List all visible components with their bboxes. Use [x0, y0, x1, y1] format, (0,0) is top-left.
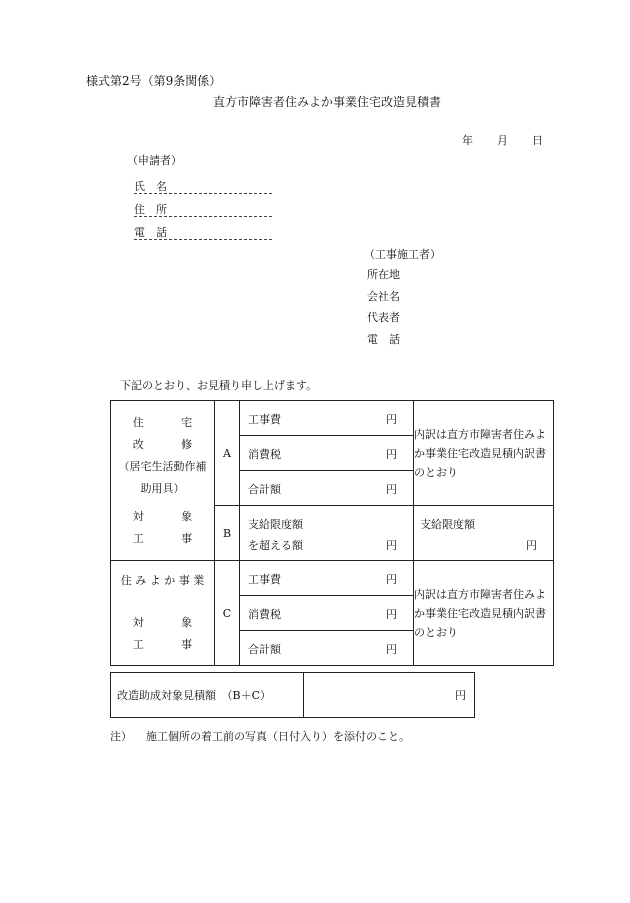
applicant-phone-label: 電 話: [134, 226, 167, 239]
applicant-phone-line: [134, 239, 272, 240]
line-item: [240, 436, 414, 471]
contractor-company-label: 会社名: [367, 290, 400, 303]
excess-label-line2: を超える額: [248, 539, 303, 552]
line-item: [240, 561, 414, 596]
line-item-label: 合計額: [248, 483, 281, 496]
line-item-label: 工事費: [248, 413, 281, 426]
contractor-heading: （工事施工者）: [364, 248, 441, 261]
excess-amount-cell: [240, 506, 414, 561]
yen-unit: 円: [386, 643, 397, 656]
line-item: [240, 471, 414, 506]
total-label-cell: [111, 673, 304, 718]
category-line: （居宅生活動作補: [118, 459, 207, 473]
breakdown-note-a: 内訳は直方市障害者住みよか事業住宅改造見積内訳書のとおり: [414, 401, 554, 506]
line-item: [240, 401, 414, 436]
category-line: 住 み よ か 事 業: [120, 574, 205, 587]
yen-unit: 円: [455, 689, 466, 702]
yen-unit: 円: [386, 483, 397, 496]
estimate-table: [110, 400, 554, 666]
yen-unit: 円: [386, 608, 397, 621]
line-item: [240, 596, 414, 631]
applicant-address-line: [134, 216, 272, 217]
applicant-heading: （申請者）: [127, 154, 182, 167]
date-month: 月: [497, 134, 508, 147]
yen-unit: 円: [386, 539, 397, 552]
row-letter-b: B: [215, 506, 240, 561]
applicant-name-label: 氏 名: [134, 180, 167, 193]
yen-unit: 円: [386, 573, 397, 586]
footnote-text: 施工個所の着工前の写真（日付入り）を添付のこと。: [146, 730, 410, 743]
yen-unit: 円: [386, 413, 397, 426]
yen-unit: 円: [386, 448, 397, 461]
category-line: 対 象 工 事: [132, 616, 230, 651]
contractor-location-label: 所在地: [367, 268, 400, 281]
total-row: [111, 673, 475, 718]
table-row-a1: [111, 401, 554, 436]
category-line: 助用具）: [140, 481, 185, 495]
document-title: 直方市障害者住みよか事業住宅改造見積書: [213, 95, 442, 109]
total-amount-cell: [304, 673, 475, 718]
date-day: 日: [532, 134, 543, 147]
sumiyoka-category: [111, 561, 230, 666]
total-table: [110, 672, 475, 718]
line-item-label: 消費税: [248, 448, 281, 461]
date-year: 年: [462, 134, 473, 147]
line-item-label: 工事費: [248, 573, 281, 586]
intro-text: 下記のとおり、お見積り申し上げます。: [120, 379, 318, 392]
total-label: 改造助成対象見積額 （B＋C）: [117, 689, 271, 702]
category-line: 対 象 工 事: [132, 509, 230, 545]
applicant-address-label: 住 所: [134, 203, 167, 216]
line-item: [240, 631, 414, 666]
footnote-prefix: 注）: [110, 730, 132, 743]
row-letter-c: C: [215, 561, 240, 666]
line-item-label: 合計額: [248, 643, 281, 656]
limit-amount-cell: [414, 506, 554, 561]
contractor-representative-label: 代表者: [367, 311, 400, 324]
breakdown-note-c: 内訳は直方市障害者住みよか事業住宅改造見積内訳書のとおり: [414, 561, 554, 666]
limit-label: 支給限度額: [420, 518, 475, 531]
form-number: 様式第2号（第9条関係）: [86, 74, 222, 88]
line-item-label: 消費税: [248, 608, 281, 621]
excess-label-line1: 支給限度額: [248, 518, 303, 531]
yen-unit: 円: [526, 539, 537, 552]
table-row-c1: [111, 561, 554, 596]
housing-renovation-category: [111, 401, 230, 561]
category-line: 住 宅 改 修: [132, 415, 230, 451]
row-letter-a: A: [215, 401, 240, 506]
applicant-name-line: [134, 193, 272, 194]
contractor-phone-label: 電 話: [367, 333, 400, 346]
